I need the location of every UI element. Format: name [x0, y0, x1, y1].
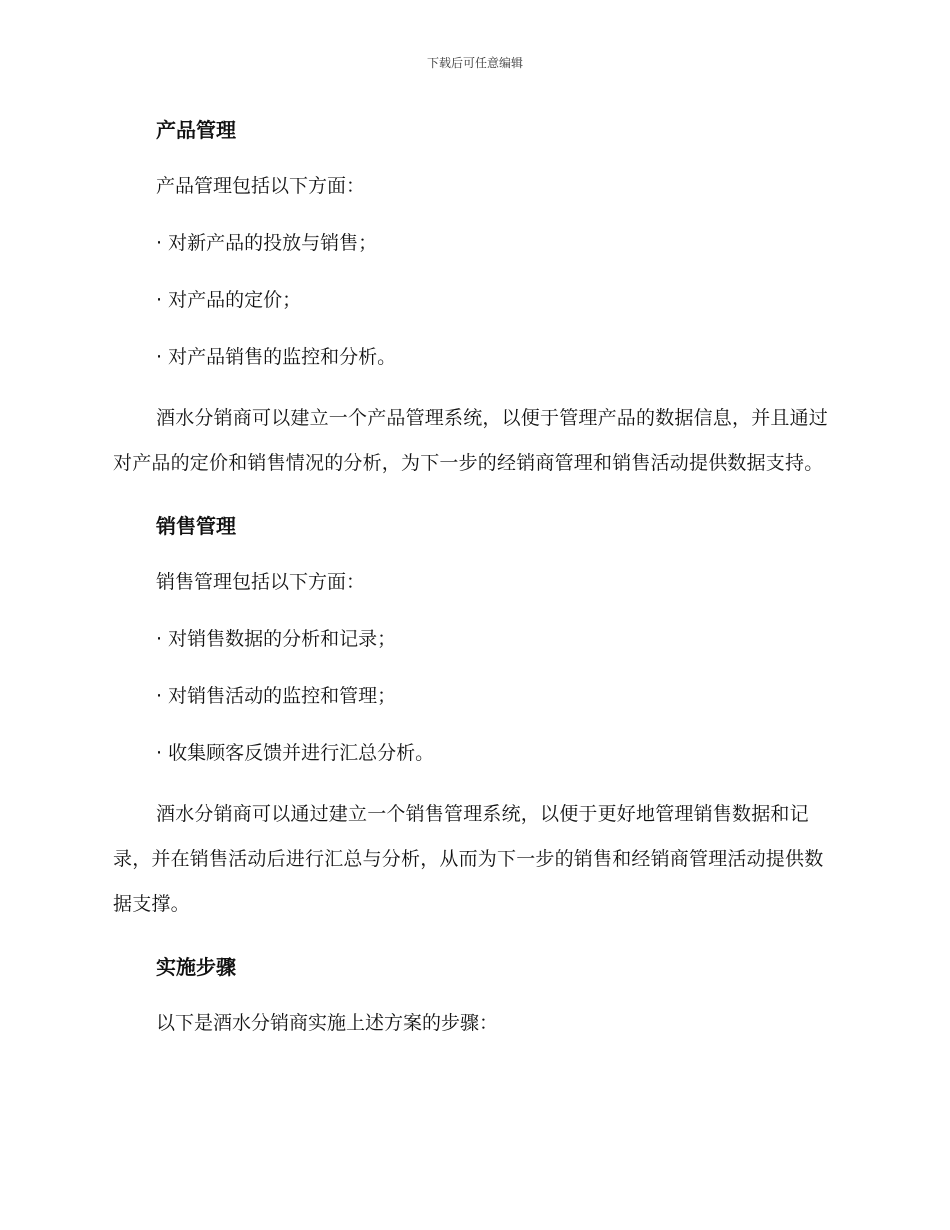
bullet-item: · 对销售数据的分析和记录； [156, 628, 397, 650]
section-sales-management [113, 508, 833, 927]
section-intro: 以下是酒水分销商实施上述方案的步骤： [156, 1012, 499, 1034]
section-heading: 实施步骤 [156, 955, 236, 979]
page-header: 下载后可任意编辑 [426, 56, 523, 70]
section-body-paragraph: 酒水分销商可以建立一个产品管理系统，以便于管理产品的数据信息，并且通过对产品的定价和销售情况的分析，为下一步的经销商管理和销售活动提供数据支持。 [113, 407, 829, 474]
section-heading: 销售管理 [156, 514, 236, 538]
section-heading: 产品管理 [156, 118, 236, 142]
bullet-item: · 对产品的定价； [156, 289, 302, 311]
section-intro: 产品管理包括以下方面： [156, 175, 366, 197]
bullet-item: · 对销售活动的监控和管理； [156, 685, 397, 707]
bullet-item: · 收集顾客反馈并进行汇总分析。 [156, 742, 435, 764]
bullet-item: · 对新产品的投放与销售； [156, 232, 378, 254]
bullet-item: · 对产品销售的监控和分析。 [156, 346, 397, 368]
section-body-paragraph: 酒水分销商可以通过建立一个销售管理系统，以便于更好地管理销售数据和记录，并在销售活动后进行汇总与分析，从而为下一步的销售和经销商管理活动提供数据支撑。 [113, 803, 824, 915]
section-implementation-steps [113, 949, 833, 1041]
document-body [113, 112, 833, 1062]
section-intro: 销售管理包括以下方面： [156, 571, 366, 593]
section-product-management [113, 112, 833, 486]
